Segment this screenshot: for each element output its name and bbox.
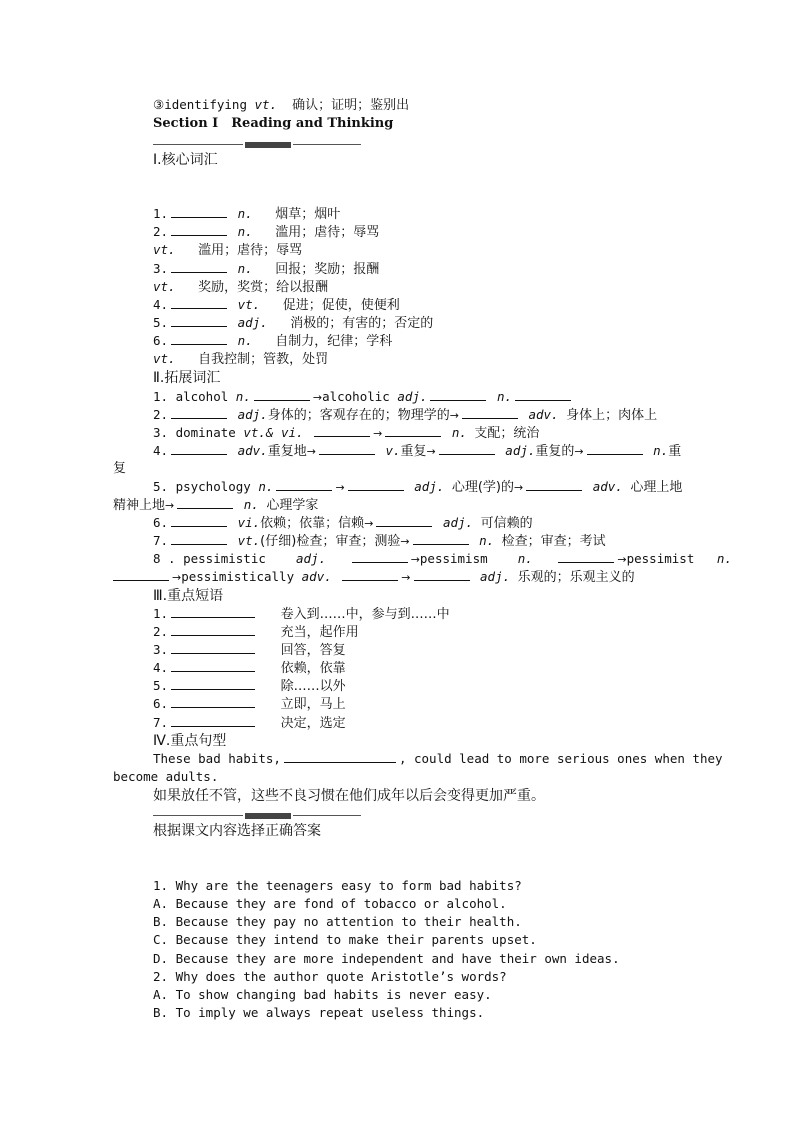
question-line: 2. Why does the author quote Aristotle’s words? xyxy=(153,969,507,984)
vocab-item: 4. vt. 促进；促使，使便利 xyxy=(153,297,400,313)
part4-heading: Ⅳ.重点句型 xyxy=(153,733,227,749)
sentence-cont: become adults. xyxy=(113,769,219,784)
phrase-item: 4. 依赖，依靠 xyxy=(153,660,346,676)
option-line: A. Because they are fond of tobacco or alcohol. xyxy=(153,896,507,911)
derivative-item: 8 . pessimistic adj. →pessimism n. →pessimist n. xyxy=(153,551,732,566)
option-line: C. Because they intend to make their parents upset. xyxy=(153,932,537,947)
vocab-item: 3. n. 回报；奖励；报酬 xyxy=(153,261,380,277)
derivative-item-cont: →pessimistically adv. → adj. 乐观的；乐观主义的 xyxy=(113,568,635,587)
question-line: 1. Why are the teenagers easy to form bad habits? xyxy=(153,878,522,893)
derivative-item-cont: 精神上地→ n. 心理学家 xyxy=(113,497,319,513)
part2-heading: Ⅱ.拓展词汇 xyxy=(153,370,221,386)
section-title: Section Ⅰ Reading and Thinking xyxy=(153,116,394,131)
vocab-item: 2. n. 滥用；虐待；辱骂 xyxy=(153,224,380,240)
vocab-item-extra: vt. 自我控制；管教，处罚 xyxy=(153,351,329,367)
derivative-item: 3. dominate vt.& vi. → n. 支配；统治 xyxy=(153,425,540,441)
derivative-item: 6. vi.依赖；依靠；信赖→ adj. 可信赖的 xyxy=(153,515,533,531)
sentence-translation: 如果放任不管，这些不良习惯在他们成年以后会变得更加严重。 xyxy=(153,788,545,804)
derivative-item: 7. vt.(仔细)检查；审查；测验→ n. 检查；审查；考试 xyxy=(153,533,606,549)
section-banner xyxy=(153,142,361,148)
derivative-item: 4. adv.重复地→ v.重复→ adj.重复的→ n.重 xyxy=(153,443,682,459)
option-line: B. To imply we always repeat useless things. xyxy=(153,1005,485,1020)
option-line: D. Because they are more independent and have their own ideas. xyxy=(153,951,620,966)
sentence-line: These bad habits, , could lead to more serious ones when they xyxy=(153,751,723,766)
vocab-item-extra: vt. 奖励，奖赏；给以报酬 xyxy=(153,279,329,295)
part5-heading: 根据课文内容选择正确答案 xyxy=(153,823,321,839)
derivative-item: 1. alcohol n. →alcoholic adj. n. xyxy=(153,388,574,407)
derivative-item-cont: 复 xyxy=(113,461,127,476)
vocab-item: 6. n. 自制力，纪律；学科 xyxy=(153,333,393,349)
phrase-item: 5. 除……以外 xyxy=(153,678,346,694)
derivative-item: 5. psychology n. → adj. 心理(学)的→ adv. 心理上地 xyxy=(153,479,683,495)
phrase-item: 7. 决定，选定 xyxy=(153,715,346,731)
vocab-item: 1. n. 烟草；烟叶 xyxy=(153,206,341,222)
option-line: B. Because they pay no attention to their health. xyxy=(153,914,522,929)
vocab-item: 5. adj. 消极的；有害的；否定的 xyxy=(153,315,434,331)
phrase-item: 1. 卷入到……中，参与到……中 xyxy=(153,606,450,622)
header-pos: vt. xyxy=(254,97,278,112)
part1-heading: Ⅰ.核心词汇 xyxy=(153,152,218,168)
vocab-item-extra: vt. 滥用；虐待；辱骂 xyxy=(153,242,303,258)
option-line: A. To show changing bad habits is never easy. xyxy=(153,987,492,1002)
phrase-item: 2. 充当，起作用 xyxy=(153,624,359,640)
part3-heading: Ⅲ.重点短语 xyxy=(153,588,224,604)
header-meaning: 确认；证明；鉴别出 xyxy=(292,98,410,113)
header-word: ③identifying xyxy=(153,97,247,112)
header-line xyxy=(153,96,409,115)
phrase-item: 6. 立即，马上 xyxy=(153,696,346,712)
derivative-item: 2. adj.身体的；客观存在的；物理学的→ adv. 身体上；肉体上 xyxy=(153,407,658,423)
phrase-item: 3. 回答，答复 xyxy=(153,642,346,658)
section-banner xyxy=(153,813,361,819)
